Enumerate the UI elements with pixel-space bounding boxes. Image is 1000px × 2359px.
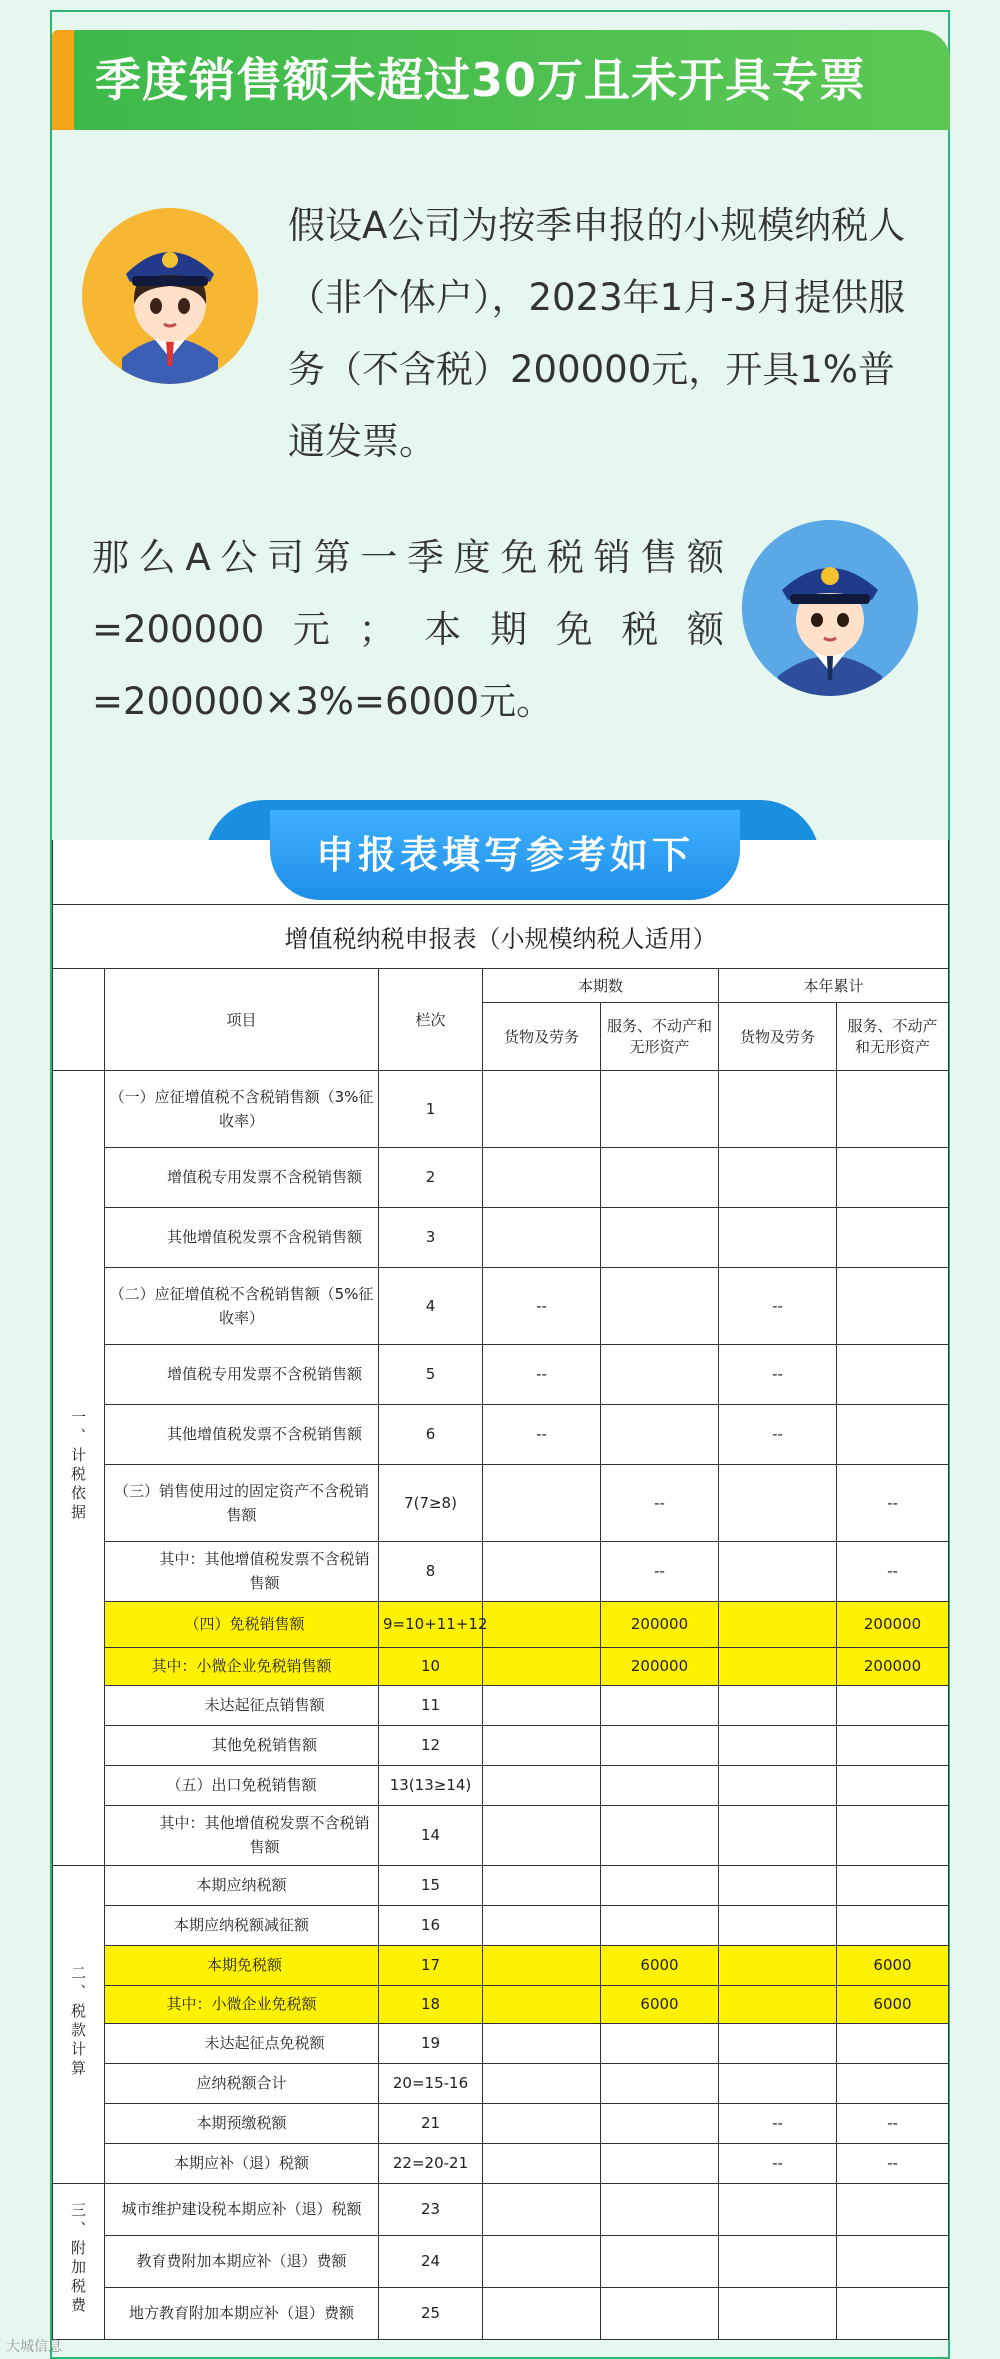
row-col-number: 22=20-21 <box>379 2143 483 2183</box>
row-value-cell <box>601 1147 719 1207</box>
row-value-cell <box>483 1541 601 1601</box>
row-value-cell: 6000 <box>601 1985 719 2023</box>
row-value-cell <box>483 2023 601 2063</box>
row-value-cell <box>601 1070 719 1147</box>
table-row <box>53 1267 949 1344</box>
row-value-cell <box>837 1805 949 1865</box>
row-value-cell <box>483 2235 601 2287</box>
section-header-blank <box>53 968 105 1070</box>
header-services: 服务、不动产和无形资产 <box>837 1002 949 1070</box>
table-row <box>53 1464 949 1541</box>
table-row <box>53 1147 949 1207</box>
row-value-cell: -- <box>837 2103 949 2143</box>
section-label: 一、计税依据 <box>69 1408 87 1523</box>
table-row <box>53 2023 949 2063</box>
row-col-number: 13(13≥14) <box>379 1765 483 1805</box>
row-value-cell <box>719 2023 837 2063</box>
row-value-cell <box>719 1985 837 2023</box>
row-value-cell <box>483 1985 601 2023</box>
row-value-cell <box>483 2143 601 2183</box>
row-value-cell <box>837 2235 949 2287</box>
row-col-number: 3 <box>379 1207 483 1267</box>
row-value-cell <box>601 1685 719 1725</box>
header-services: 服务、不动产和无形资产 <box>601 1002 719 1070</box>
row-col-number: 5 <box>379 1344 483 1404</box>
row-col-number: 6 <box>379 1404 483 1464</box>
row-value-cell: 6000 <box>837 1985 949 2023</box>
row-item-label: 其他增值税发票不含税销售额 <box>105 1404 379 1464</box>
row-item-label: 城市维护建设税本期应补（退）税额 <box>105 2183 379 2235</box>
page-title: 季度销售额未超过30万且未开具专票 <box>95 53 867 107</box>
row-value-cell: -- <box>719 1267 837 1344</box>
row-value-cell <box>837 2063 949 2103</box>
table-row <box>53 1985 949 2023</box>
row-value-cell <box>483 1207 601 1267</box>
section-cell <box>53 1865 105 2183</box>
row-value-cell: -- <box>837 1464 949 1541</box>
row-col-number: 15 <box>379 1865 483 1905</box>
table-row <box>53 1541 949 1601</box>
row-value-cell <box>719 1541 837 1601</box>
row-col-number: 9=10+11+12 <box>379 1601 483 1647</box>
table-row <box>53 2183 949 2235</box>
row-value-cell <box>719 1805 837 1865</box>
table-row <box>53 1685 949 1725</box>
row-value-cell <box>483 1725 601 1765</box>
row-value-cell <box>719 1207 837 1267</box>
row-value-cell <box>483 1765 601 1805</box>
row-item-label: 其中：小微企业免税额 <box>105 1985 379 2023</box>
row-item-label: （一）应征增值税不含税销售额（3%征收率） <box>105 1070 379 1147</box>
table-row <box>53 1344 949 1404</box>
row-value-cell: 200000 <box>837 1647 949 1685</box>
row-item-label: 其他免税销售额 <box>105 1725 379 1765</box>
row-value-cell: -- <box>719 1404 837 1464</box>
row-value-cell: -- <box>837 2143 949 2183</box>
banner-accent <box>52 30 74 130</box>
row-value-cell <box>483 1945 601 1985</box>
row-item-label: （二）应征增值税不含税销售额（5%征收率） <box>105 1267 379 1344</box>
row-value-cell: -- <box>483 1344 601 1404</box>
row-col-number: 7(7≥8) <box>379 1464 483 1541</box>
row-value-cell <box>483 2063 601 2103</box>
row-value-cell: -- <box>719 2103 837 2143</box>
male-officer-avatar-icon <box>742 520 918 696</box>
row-value-cell: -- <box>601 1464 719 1541</box>
row-value-cell <box>483 1147 601 1207</box>
row-value-cell: 200000 <box>837 1601 949 1647</box>
row-value-cell <box>719 1601 837 1647</box>
row-value-cell <box>719 1464 837 1541</box>
table-row <box>53 1865 949 1905</box>
row-value-cell <box>483 1805 601 1865</box>
row-value-cell <box>601 2287 719 2339</box>
row-value-cell: 200000 <box>601 1647 719 1685</box>
row-col-number: 11 <box>379 1685 483 1725</box>
row-item-label: （三）销售使用过的固定资产不含税销售额 <box>105 1464 379 1541</box>
table-row <box>53 1207 949 1267</box>
row-value-cell <box>837 1207 949 1267</box>
row-col-number: 19 <box>379 2023 483 2063</box>
row-value-cell <box>601 1404 719 1464</box>
section-banner: 申报表填写参考如下 <box>270 810 740 900</box>
table-row <box>53 2235 949 2287</box>
row-item-label: 增值税专用发票不含税销售额 <box>105 1344 379 1404</box>
row-col-number: 24 <box>379 2235 483 2287</box>
row-value-cell <box>601 2023 719 2063</box>
row-value-cell <box>837 1725 949 1765</box>
table-row <box>53 1070 949 1147</box>
row-value-cell <box>837 1685 949 1725</box>
table-row <box>53 1945 949 1985</box>
row-value-cell <box>719 1647 837 1685</box>
row-col-number: 1 <box>379 1070 483 1147</box>
row-value-cell <box>483 1070 601 1147</box>
row-value-cell <box>719 1725 837 1765</box>
row-value-cell <box>601 1267 719 1344</box>
table-row <box>53 2287 949 2339</box>
row-item-label: 其中：其他增值税发票不含税销售额 <box>105 1805 379 1865</box>
row-col-number: 16 <box>379 1905 483 1945</box>
row-value-cell: 6000 <box>601 1945 719 1985</box>
row-value-cell <box>483 1685 601 1725</box>
row-value-cell <box>837 1344 949 1404</box>
row-item-label: 应纳税额合计 <box>105 2063 379 2103</box>
row-item-label: 本期应纳税额减征额 <box>105 1905 379 1945</box>
row-col-number: 8 <box>379 1541 483 1601</box>
row-item-label: 教育费附加本期应补（退）费额 <box>105 2235 379 2287</box>
table-row <box>53 1725 949 1765</box>
row-item-label: 本期免税额 <box>105 1945 379 1985</box>
female-officer-avatar-icon <box>82 208 258 384</box>
row-value-cell <box>483 1601 601 1647</box>
row-item-label: 本期应纳税额 <box>105 1865 379 1905</box>
table-title: 增值税纳税申报表（小规模纳税人适用） <box>53 904 949 968</box>
row-value-cell: -- <box>601 1541 719 1601</box>
row-col-number: 18 <box>379 1985 483 2023</box>
row-value-cell <box>837 1865 949 1905</box>
header-goods: 货物及劳务 <box>719 1002 837 1070</box>
table-row <box>53 1765 949 1805</box>
row-item-label: 地方教育附加本期应补（退）费额 <box>105 2287 379 2339</box>
section-label: 二、税款计算 <box>69 1965 87 2079</box>
table-row <box>53 1601 949 1647</box>
row-value-cell: -- <box>719 2143 837 2183</box>
row-item-label: 本期预缴税额 <box>105 2103 379 2143</box>
row-value-cell <box>601 2183 719 2235</box>
row-item-label: 未达起征点销售额 <box>105 1685 379 1725</box>
table-row <box>53 1404 949 1464</box>
table-row <box>53 1805 949 1865</box>
row-item-label: 未达起征点免税额 <box>105 2023 379 2063</box>
header-col: 栏次 <box>379 968 483 1070</box>
row-item-label: 其中：其他增值税发票不含税销售额 <box>105 1541 379 1601</box>
header-current: 本期数 <box>483 968 719 1002</box>
row-value-cell <box>601 1207 719 1267</box>
row-value-cell <box>601 2143 719 2183</box>
row-value-cell <box>719 2183 837 2235</box>
row-col-number: 20=15-16 <box>379 2063 483 2103</box>
table-row <box>53 2063 949 2103</box>
row-value-cell <box>719 1147 837 1207</box>
row-item-label: 其中：小微企业免税销售额 <box>105 1647 379 1685</box>
row-col-number: 2 <box>379 1147 483 1207</box>
row-value-cell <box>483 2103 601 2143</box>
header-item: 项目 <box>105 968 379 1070</box>
row-value-cell <box>601 1765 719 1805</box>
row-col-number: 21 <box>379 2103 483 2143</box>
row-col-number: 23 <box>379 2183 483 2235</box>
row-value-cell <box>601 2103 719 2143</box>
section-cell <box>53 1070 105 1865</box>
row-value-cell: 6000 <box>837 1945 949 1985</box>
row-value-cell <box>483 2183 601 2235</box>
row-value-cell: -- <box>483 1404 601 1464</box>
row-value-cell <box>483 2287 601 2339</box>
section-label: 三、附加税费 <box>69 2202 87 2316</box>
row-value-cell <box>601 1344 719 1404</box>
row-item-label: 其他增值税发票不含税销售额 <box>105 1207 379 1267</box>
row-value-cell <box>483 1865 601 1905</box>
intro-paragraph: 假设A公司为按季申报的小规模纳税人（非个体户），2023年1月-3月提供服务（不含税）200000元，开具1%普通发票。 <box>288 204 906 463</box>
row-value-cell <box>837 1905 949 1945</box>
table-row <box>53 1647 949 1685</box>
row-value-cell <box>837 1404 949 1464</box>
row-value-cell <box>601 2235 719 2287</box>
row-value-cell <box>719 1685 837 1725</box>
row-value-cell <box>719 1865 837 1905</box>
row-value-cell <box>601 1805 719 1865</box>
row-value-cell <box>601 1865 719 1905</box>
row-col-number: 10 <box>379 1647 483 1685</box>
row-value-cell <box>837 1765 949 1805</box>
row-value-cell <box>837 1070 949 1147</box>
row-value-cell <box>837 2183 949 2235</box>
row-item-label: （五）出口免税销售额 <box>105 1765 379 1805</box>
row-value-cell <box>483 1464 601 1541</box>
table-row <box>53 1905 949 1945</box>
row-value-cell <box>719 1905 837 1945</box>
row-item-label: （四）免税销售额 <box>105 1601 379 1647</box>
table-row <box>53 2143 949 2183</box>
row-value-cell <box>483 1905 601 1945</box>
row-value-cell <box>719 1945 837 1985</box>
watermark: 大城信息 <box>6 2339 62 2355</box>
row-col-number: 17 <box>379 1945 483 1985</box>
row-col-number: 14 <box>379 1805 483 1865</box>
vat-declaration-table <box>52 840 949 2340</box>
header-goods: 货物及劳务 <box>483 1002 601 1070</box>
header-ytd: 本年累计 <box>719 968 949 1002</box>
row-value-cell: -- <box>837 1541 949 1601</box>
row-col-number: 12 <box>379 1725 483 1765</box>
row-value-cell <box>837 1267 949 1344</box>
row-value-cell <box>483 1647 601 1685</box>
row-value-cell <box>837 2023 949 2063</box>
row-value-cell <box>601 1725 719 1765</box>
row-value-cell <box>719 2063 837 2103</box>
row-item-label: 增值税专用发票不含税销售额 <box>105 1147 379 1207</box>
row-value-cell: -- <box>719 1344 837 1404</box>
row-value-cell <box>601 2063 719 2103</box>
row-value-cell <box>719 1765 837 1805</box>
row-value-cell <box>719 2287 837 2339</box>
row-value-cell: 200000 <box>601 1601 719 1647</box>
calculation-paragraph: 那么A公司第一季度免税销售额=200000元；本期免税额=200000×3%=6000元。 <box>92 536 724 723</box>
row-col-number: 4 <box>379 1267 483 1344</box>
row-value-cell <box>601 1905 719 1945</box>
row-value-cell: -- <box>483 1267 601 1344</box>
table-row <box>53 2103 949 2143</box>
row-value-cell <box>837 2287 949 2339</box>
row-col-number: 25 <box>379 2287 483 2339</box>
row-value-cell <box>837 1147 949 1207</box>
row-value-cell <box>719 2235 837 2287</box>
row-value-cell <box>719 1070 837 1147</box>
row-item-label: 本期应补（退）税额 <box>105 2143 379 2183</box>
section-cell <box>53 2183 105 2339</box>
